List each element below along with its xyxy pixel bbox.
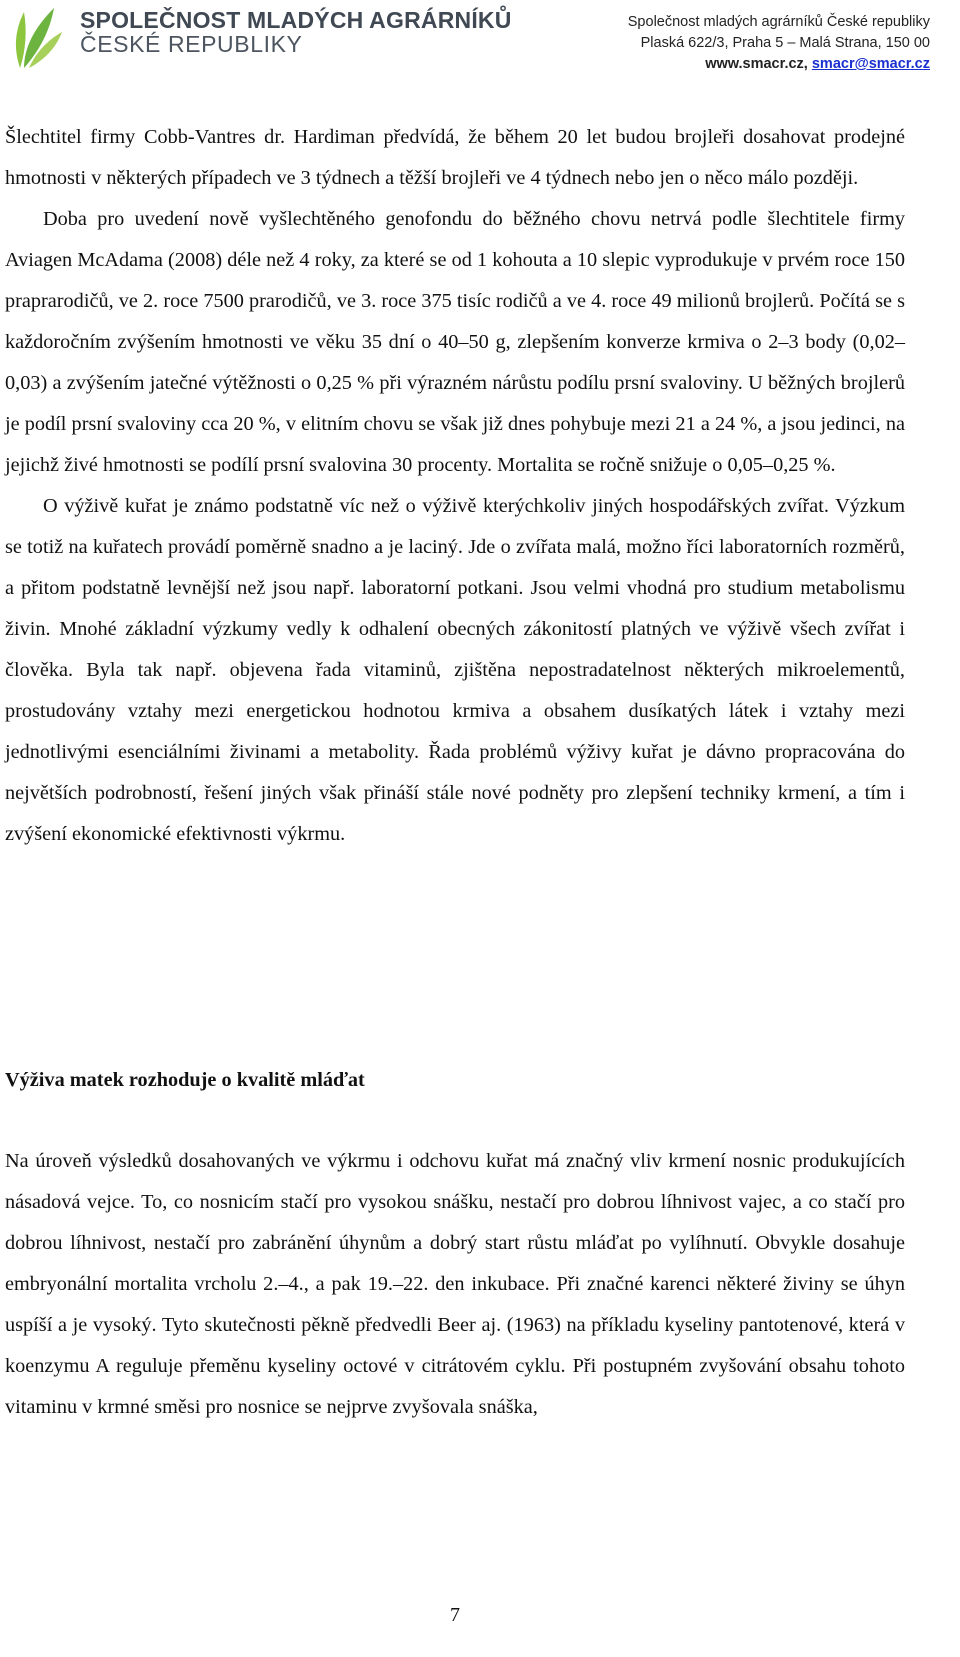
paragraph-breeding-forecast: Šlechtitel firmy Cobb-Vantres dr. Hardiman předvídá, že během 20 let budou brojleři dosahovat prodejné hmotnosti v některých případech ve 3 týdnech a těžší brojleři ve 4 týdnech nebo jen o něco málo později. — [5, 126, 905, 189]
article-body — [5, 117, 905, 855]
contact-address: Plaská 622/3, Praha 5 – Malá Strana, 150 00 — [640, 35, 930, 51]
contact-block — [628, 12, 930, 75]
contact-name: Společnost mladých agrárníků České republiky — [627, 14, 930, 30]
section-body — [5, 1141, 905, 1428]
organization-name-line2: ČESKÉ REPUBLIKY — [80, 31, 303, 58]
contact-email-link[interactable]: smacr@smacr.cz — [811, 56, 930, 72]
contact-website[interactable]: www.smacr.cz, — [705, 56, 812, 72]
paragraph-hen-nutrition: Na úroveň výsledků dosahovaných ve výkrmu i odchovu kuřat má značný vliv krmení nosnic produkujících násadová vejce. To, co nosnicím stačí pro vysokou snášku, nestačí pro dobrou líhnivost vajec, a co stačí pro dobrou líhnivost, nestačí pro zabránění úhynům a dobrý start růstu mláďat po vylíhnutí. Obvykle dosahuje embryonální mortalita vrcholu 2.–4., a pak 19.–22. den inkubace. Při značné karenci některé živiny se úhyn uspíší a je vysoký. Tyto skutečnosti pěkně předvedli Beer aj. (1963) na příkladu kyseliny pantotenové, která v koenzymu A reguluje přeměnu kyseliny octové v citrátovém cyklu. Při postupném zvyšování obsahu tohoto vitaminu v krmné směsi pro nosnice se nejprve zvyšovala snáška, — [5, 1150, 905, 1418]
paragraph-genofond: Doba pro uvedení nově vyšlechtěného genofondu do běžného chovu netrvá podle šlechtitele firmy Aviagen McAdama (2008) déle než 4 roky, za které se od 1 kohouta a 10 slepic vyprodukuje v prvém roce 150 praprarodičů, ve 2. roce 7500 prarodičů, ve 3. roce 375 tisíc rodičů a ve 4. roce 49 milionů brojlerů. Počítá se s každoročním zvýšením hmotnosti ve věku 35 dní o 40–50 g, zlepšením konverze krmiva o 2–3 body (0,02–0,03) a zvýšením jatečné výtěžnosti o 0,25 % při výrazném nárůstu podílu prsní svaloviny. U běžných brojlerů je podíl prsní svaloviny cca 20 %, v elitním chovu se však již dnes pohybuje mezi 21 a 24 %, a jsou jedinci, na jejichž živé hmotnosti se podílí prsní svalovina 30 procenty. Mortalita se ročně snižuje o 0,05–0,25 %. — [5, 208, 905, 476]
contact-web-line — [628, 54, 930, 75]
organization-name-line1: SPOLEČNOST MLADÝCH AGRÁRNÍKŮ — [80, 7, 512, 33]
organization-name — [80, 8, 560, 56]
paragraph-nutrition-research: O výživě kuřat je známo podstatně víc než o výživě kterýchkoliv jiných hospodářských zvířat. Výzkum se totiž na kuřatech provádí poměrně snadno a je laciný. Jde o zvířata malá, možno říci laboratorních rozměrů, a přitom podstatně levnější než jsou např. laboratorní potkani. Jsou velmi vhodná pro studium metabolismu živin. Mnohé základní výzkumy vedly k odhalení obecných zákonitostí platných ve výživě všech zvířat i člověka. Byla tak např. objevena řada vitaminů, zjištěna nepostradatelnost některých mikroelementů, prostudovány vztahy mezi energetickou hodnotou krmiva a obsahem dusíkatých látek i vztahy mezi jednotlivými esenciálními živinami a metabolity. Řada problémů výživy kuřat je dávno propracována do největších podrobností, řešení jiných však přináší stále nové podněty pro zlepšení techniky krmení, a tím i zvýšení ekonomické efektivnosti výkrmu. — [5, 495, 905, 845]
page-number: 7 — [450, 1604, 460, 1626]
page-header — [0, 0, 960, 90]
section-heading: Výživa matek rozhoduje o kvalitě mláďat — [5, 1069, 365, 1091]
green-leaves-logo-icon — [8, 4, 64, 70]
